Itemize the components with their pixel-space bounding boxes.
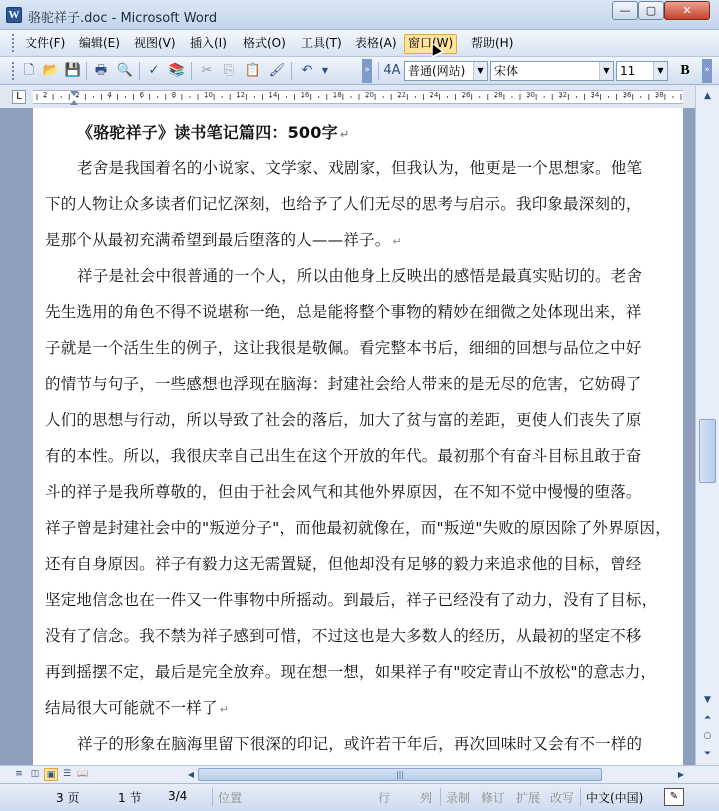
scroll-left-icon[interactable]: ◀	[187, 770, 195, 779]
menu-edit[interactable]: 编辑(E)	[79, 36, 120, 50]
styles-pane-icon[interactable]: 4A	[383, 63, 401, 78]
status-line: 行	[378, 791, 391, 805]
horizontal-ruler	[0, 86, 719, 108]
toolbar-overflow-icon[interactable]: »	[702, 59, 712, 83]
scroll-right-icon[interactable]: ▶	[677, 770, 685, 779]
toolbar-overflow-icon[interactable]: »	[362, 59, 372, 83]
line-text: 祥子曾是封建社会中的"叛逆分子"，而他最初就像在，而"叛逆"失败的原因除了外界原因，	[45, 519, 671, 537]
paragraph-mark-icon: ↵	[392, 235, 402, 248]
ruler-number: 16	[300, 91, 310, 99]
print-preview-icon[interactable]: 🔍	[116, 63, 134, 78]
line-text: 没有了信念。我不禁为祥子感到可惜，不过这也是大多数人的经历，从最初的坚定不移	[45, 627, 642, 645]
menu-bar	[0, 30, 719, 57]
open-icon[interactable]: 📂	[42, 63, 60, 78]
line-text: 祥子是社会中很普通的一个人，所以由他身上反映出的感悟是最真实贴切的。老舍	[77, 267, 643, 285]
status-track-changes[interactable]: 修订	[481, 791, 506, 805]
status-extend[interactable]: 扩展	[516, 791, 541, 805]
chevron-down-icon[interactable]: ▼	[473, 62, 487, 80]
toolbar-separator	[139, 62, 140, 80]
window-title: 骆驼祥子.doc - Microsoft Word	[28, 11, 218, 26]
scroll-down-icon[interactable]: ▼	[704, 695, 711, 705]
menu-help[interactable]: 帮助(H)	[471, 36, 514, 50]
vertical-scrollbar[interactable]	[695, 86, 719, 765]
line-text: 结局很大可能就不一样了	[45, 699, 218, 717]
line-text: 人们的思想与行动，所以导致了社会的落后，加大了贫与富的差距，更使人们丧失了原	[45, 411, 642, 429]
toolbar-separator	[86, 62, 87, 80]
ruler-number: 24	[429, 91, 439, 99]
ruler-number: 6	[139, 91, 145, 99]
title-bar[interactable]	[0, 0, 719, 30]
ruler-number: 20	[365, 91, 374, 99]
document-heading[interactable]	[77, 120, 349, 143]
ruler-number: 32	[558, 91, 568, 99]
status-language[interactable]: 中文(中国)	[586, 791, 644, 805]
document-line[interactable]	[45, 444, 642, 466]
status-record[interactable]: 录制	[446, 791, 471, 805]
ruler-number: 30	[526, 91, 535, 99]
ruler-number: 38	[654, 91, 664, 99]
close-button[interactable]: ✕	[664, 1, 710, 20]
horizontal-scroll-thumb[interactable]: |||	[198, 768, 602, 781]
undo-icon[interactable]: ↶	[301, 63, 313, 78]
ruler-number: 4	[107, 91, 112, 99]
menu-format[interactable]: 格式(O)	[243, 36, 286, 50]
ruler-number: 18	[332, 91, 342, 99]
print-icon[interactable]: 🖶	[94, 63, 108, 78]
status-bar	[0, 783, 719, 811]
browse-object-icon[interactable]: ○	[703, 731, 712, 741]
document-line[interactable]	[45, 336, 642, 358]
style-combo[interactable]	[404, 61, 488, 81]
document-line[interactable]	[45, 696, 229, 718]
menu-file[interactable]: 文件(F)	[25, 36, 66, 50]
document-line[interactable]	[45, 660, 656, 682]
line-text: 再到摇摆不定，最后是完全放弃。现在想一想，如果祥子有"咬定青山不放松"的意志力，	[45, 663, 657, 681]
document-line[interactable]	[45, 192, 642, 214]
line-text: 《骆驼祥子》读书笔记篇四：500字	[77, 123, 338, 142]
spelling-icon[interactable]: ✓	[148, 63, 160, 78]
bold-button[interactable]: B	[680, 63, 690, 78]
toolbar-separator	[378, 62, 379, 80]
line-text: 坚定地信念也在一件又一件事物中所摇动。到最后，祥子已经没有了动力，没有了目标，	[45, 591, 658, 609]
document-line[interactable]	[77, 732, 642, 754]
status-separator	[440, 788, 441, 806]
line-text: 斗的祥子是我所尊敬的，但由于社会风气和其他外界原因，在不知不觉中慢慢的堕落。	[45, 483, 642, 501]
document-line[interactable]	[77, 264, 642, 286]
maximize-button[interactable]: ▢	[638, 1, 664, 20]
ruler-number: 2	[43, 91, 48, 99]
horizontal-scrollbar[interactable]	[110, 768, 690, 782]
web-layout-view-icon[interactable]: ◫	[30, 769, 40, 779]
font-size-combo[interactable]	[616, 61, 668, 81]
reading-layout-view-icon[interactable]: 📖	[77, 769, 89, 779]
status-page: 3 页	[56, 791, 80, 805]
document-area	[0, 108, 695, 765]
word-app-icon[interactable]: W	[6, 7, 22, 23]
ruler-number: 10	[204, 91, 213, 99]
document-line[interactable]	[45, 408, 642, 430]
toolbar-separator	[291, 62, 292, 80]
horizontal-scroll-row	[0, 765, 719, 783]
status-position: 位置	[218, 791, 243, 805]
document-line[interactable]	[45, 516, 671, 538]
document-line[interactable]	[45, 588, 657, 610]
line-text: 是那个从最初充满希望到最后堕落的人——祥子。	[45, 231, 391, 249]
document-line[interactable]	[45, 552, 642, 574]
status-separator	[212, 788, 213, 806]
new-icon[interactable]: 🗋	[23, 63, 35, 78]
standard-toolbar	[0, 57, 719, 85]
document-page[interactable]	[33, 108, 683, 765]
menu-insert[interactable]: 插入(I)	[190, 36, 227, 50]
first-line-indent-marker[interactable]	[70, 91, 78, 96]
copy-icon[interactable]: ⎘	[223, 63, 235, 78]
document-line[interactable]	[45, 480, 642, 502]
ruler-number: 8	[171, 91, 177, 99]
ruler-strip[interactable]	[33, 90, 683, 104]
ruler-number: 28	[493, 91, 503, 99]
toolbar-grip[interactable]	[12, 62, 16, 80]
line-text: 子就是一个活生生的例子，这让我很是敬佩。看完整本书后，细细的回想与品位之中好	[45, 339, 642, 357]
chevron-down-icon[interactable]: ▼	[653, 62, 667, 80]
status-separator	[580, 788, 581, 806]
hanging-indent-marker[interactable]	[70, 100, 78, 105]
line-text: 祥子的形象在脑海里留下很深的印记，或许若干年后，再次回味时又会有不一样的	[77, 735, 643, 753]
menu-window[interactable]: 窗口(W)	[404, 34, 457, 54]
previous-page-icon[interactable]: ⏶	[703, 713, 712, 723]
normal-view-icon[interactable]: ≡	[15, 769, 23, 779]
print-layout-view-icon[interactable]: ▣	[44, 768, 58, 781]
ruler-number: 14	[268, 91, 278, 99]
document-line[interactable]	[45, 372, 642, 394]
line-text: 有的本性。所以，我很庆幸自己出生在这个开放的年代。最初那个有奋斗目标且敢于奋	[45, 447, 642, 465]
menubar-grip[interactable]	[12, 34, 16, 52]
vertical-scroll-thumb[interactable]	[699, 419, 716, 483]
outline-view-icon[interactable]: ☰	[62, 769, 72, 779]
document-line[interactable]	[45, 300, 642, 322]
paragraph-mark-icon: ↵	[339, 128, 350, 141]
chevron-down-icon[interactable]: ▼	[599, 62, 613, 80]
toolbar-separator	[191, 62, 192, 80]
status-column: 列	[420, 791, 433, 805]
status-page-of: 3/4	[168, 789, 188, 803]
ruler-number: 22	[397, 91, 407, 99]
undo-dropdown-icon[interactable]: ▼	[321, 66, 329, 75]
research-icon[interactable]: 📚	[168, 63, 186, 78]
spelling-status-icon[interactable]: ✎	[664, 788, 684, 806]
cut-icon[interactable]: ✂	[201, 63, 213, 78]
paragraph-mark-icon: ↵	[219, 703, 230, 716]
font-size-value: 11	[620, 64, 636, 78]
line-text: 的情节与句子，一些感想也浮现在脑海：封建社会给人带来的是无尽的危害，它妨碍了	[45, 375, 642, 393]
line-text: 老舍是我国着名的小说家、文学家、戏剧家，但我认为，他更是一个思想家。他笔	[77, 159, 643, 177]
tab-selector[interactable]: L	[12, 90, 26, 104]
style-combo-value: 普通(网站)	[408, 64, 466, 78]
ruler-number: 26	[461, 91, 471, 99]
status-overtype[interactable]: 改写	[550, 791, 575, 805]
font-combo[interactable]	[490, 61, 614, 81]
ruler-ticks	[33, 91, 683, 103]
ruler-number: 36	[622, 91, 632, 99]
paste-icon[interactable]: 📋	[244, 63, 262, 78]
line-text: 先生选用的角色不得不说堪称一绝，总是能将整个事物的精妙在细微之处体现出来，祥	[45, 303, 642, 321]
menu-view[interactable]: 视图(V)	[134, 36, 176, 50]
save-icon[interactable]: 💾	[64, 63, 82, 78]
document-line[interactable]	[77, 156, 642, 178]
menu-table[interactable]: 表格(A)	[355, 36, 397, 50]
status-section: 1 节	[118, 791, 142, 805]
minimize-button[interactable]: —	[612, 1, 638, 20]
ruler-number: 34	[590, 91, 600, 99]
format-painter-icon[interactable]: 🖌	[268, 63, 286, 78]
ruler-number: 12	[236, 91, 246, 99]
line-text: 下的人物让众多读者们记忆深刻，也给予了人们无尽的思考与启示。我印象最深刻的，	[45, 195, 642, 213]
scroll-up-icon[interactable]: ▲	[704, 91, 711, 101]
document-line[interactable]	[45, 228, 402, 250]
document-line[interactable]	[45, 624, 642, 646]
line-text: 还有自身原因。祥子有毅力这无需置疑，但他却没有足够的毅力来追求他的目标，曾经	[45, 555, 642, 573]
font-combo-value: 宋体	[494, 64, 519, 78]
next-page-icon[interactable]: ⏷	[703, 749, 712, 759]
menu-tools[interactable]: 工具(T)	[301, 36, 342, 50]
ruler-number: 2	[75, 91, 80, 99]
